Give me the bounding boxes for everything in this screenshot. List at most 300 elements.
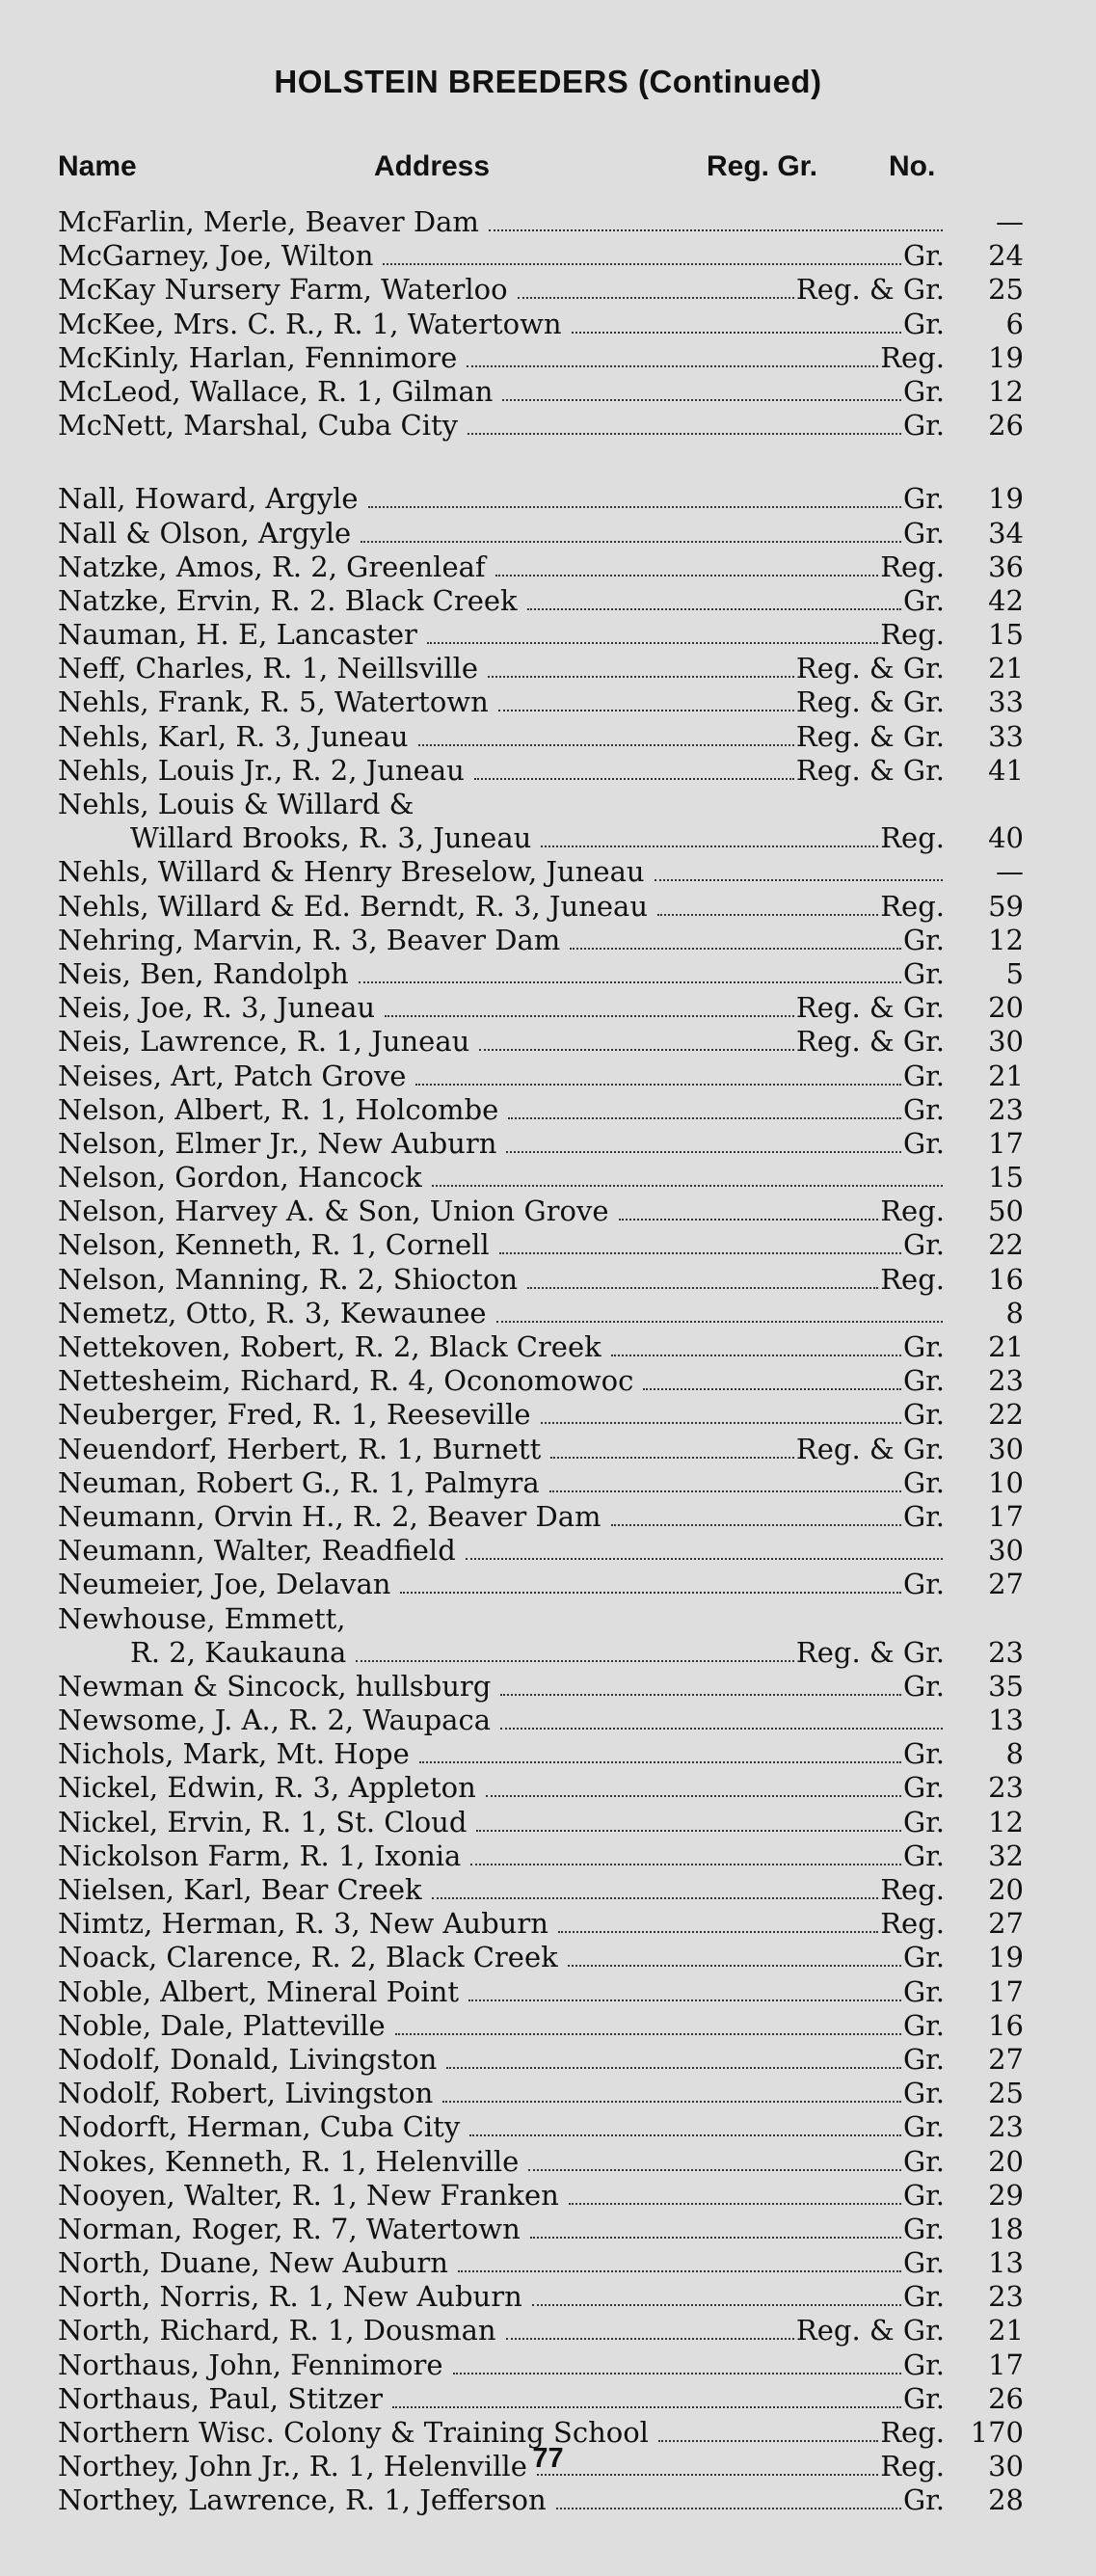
dot-leader: [655, 857, 943, 881]
breeder-name-address: Neuberger, Fred, R. 1, Reeseville: [58, 1398, 531, 1432]
breeder-name-address: Neumeier, Joe, Delavan: [58, 1568, 391, 1601]
registration-status: Gr.: [902, 2246, 945, 2280]
breeder-name-address: McGarney, Joe, Wilton: [58, 239, 374, 273]
herd-count: 6: [1005, 307, 1024, 340]
list-item: [58, 1602, 1024, 1636]
registration-status: Gr.: [902, 2042, 945, 2076]
list-item: [58, 1025, 1024, 1059]
dot-leader: [432, 1875, 879, 1899]
breeder-name-address: Nall, Howard, Argyle: [58, 482, 359, 516]
dot-leader: [469, 2112, 901, 2136]
registration-status: Gr.: [902, 1398, 945, 1432]
herd-count: 27: [988, 2042, 1024, 2076]
dot-leader: [500, 1672, 901, 1696]
entry-name-address: [58, 1025, 945, 1059]
dot-leader: [468, 1977, 901, 2001]
breeder-name-address: Nehls, Frank, R. 5, Watertown: [58, 685, 489, 719]
list-item: [58, 1670, 1024, 1704]
entry-name-address: [58, 2246, 945, 2280]
list-item: [58, 1194, 1024, 1228]
list-item: [58, 2483, 1024, 2517]
dot-leader: [528, 2147, 901, 2171]
entry-name-address: [58, 2077, 945, 2110]
breeder-name-address: Neuendorf, Herbert, R. 1, Burnett: [58, 1432, 542, 1465]
list-item: [58, 550, 1024, 584]
dot-leader: [518, 275, 794, 299]
list-item: [58, 2043, 1024, 2077]
list-item: [58, 2145, 1024, 2179]
registration-status: Reg. & Gr.: [795, 991, 945, 1025]
herd-count: 8: [1005, 1296, 1024, 1329]
breeder-name-address: Nehls, Karl, R. 3, Juneau: [58, 719, 409, 753]
dot-leader: [467, 343, 878, 367]
registration-status: Reg.: [880, 889, 945, 923]
list-item: [58, 1228, 1024, 1262]
list-item-continuation: [58, 1636, 1024, 1670]
dot-leader: [530, 2214, 901, 2239]
entry-name-address: [58, 788, 945, 821]
dot-leader: [479, 1027, 794, 1051]
breeder-name-address: Nauman, H. E, Lancaster: [58, 618, 417, 652]
list-item: [58, 2009, 1024, 2043]
registration-status: Gr.: [902, 1805, 945, 1838]
entry-name-address: [58, 2314, 945, 2348]
herd-count: 26: [988, 409, 1024, 443]
registration-status: Gr.: [902, 2212, 945, 2245]
entry-name-address: [58, 1060, 945, 1093]
registration-status: Gr.: [902, 1364, 945, 1398]
dot-leader: [356, 1638, 794, 1662]
entry-name-address: [58, 1228, 945, 1262]
entry-name-address: [58, 2483, 945, 2517]
entry-name-address: [58, 1398, 945, 1432]
list-item: [58, 2110, 1024, 2144]
entry-name-address: [58, 1975, 945, 2009]
list-item: [58, 409, 1024, 443]
breeder-name-address: Nelson, Gordon, Hancock: [58, 1161, 422, 1194]
dot-leader: [474, 756, 794, 780]
dot-leader: [570, 926, 901, 950]
entry-name-address: [58, 924, 945, 957]
list-item: [58, 1364, 1024, 1398]
registration-status: Gr.: [902, 2110, 945, 2144]
list-item: [58, 1398, 1024, 1432]
breeder-name-address: Nelson, Kenneth, R. 1, Cornell: [58, 1228, 490, 1262]
entry-name-address: [58, 685, 945, 719]
list-item: [58, 1737, 1024, 1771]
column-header-name: Name: [58, 150, 137, 182]
breeder-name-address: Norman, Roger, R. 7, Watertown: [58, 2212, 521, 2245]
list-item: [58, 1127, 1024, 1161]
herd-count: 17: [988, 1974, 1024, 2008]
registration-status: Gr.: [902, 1126, 945, 1160]
breeder-name-address: Nehls, Willard & Henry Breselow, Juneau: [58, 855, 645, 889]
registration-status: Reg. & Gr.: [795, 273, 945, 307]
entry-name-address: [58, 1670, 945, 1704]
herd-count: 27: [988, 1568, 1024, 1601]
breeder-name-address: McLeod, Wallace, R. 1, Gilman: [58, 374, 494, 408]
entry-name-address: [130, 1636, 945, 1670]
list-item: [58, 1433, 1024, 1466]
registration-status: Gr.: [902, 1771, 945, 1805]
breeder-name-address: Northaus, Paul, Stitzer: [58, 2381, 383, 2415]
herd-count: 21: [988, 652, 1024, 685]
herd-count: 30: [988, 1432, 1024, 1465]
registration-status: Reg.: [880, 1873, 945, 1906]
breeder-name-address: Neises, Art, Patch Grove: [58, 1059, 407, 1092]
list-item: [58, 1330, 1024, 1364]
list-item: [58, 1093, 1024, 1127]
entry-name-address: [58, 754, 945, 788]
herd-count: 33: [988, 685, 1024, 719]
list-item: [58, 517, 1024, 550]
herd-count: 21: [988, 1330, 1024, 1363]
registration-status: Reg.: [880, 2450, 945, 2483]
breeder-name-address: Neumann, Walter, Readfield: [58, 1534, 456, 1568]
breeder-name-address: Noble, Albert, Mineral Point: [58, 1974, 460, 2008]
entry-name-address: [58, 1839, 945, 1873]
dot-leader: [541, 1400, 901, 1424]
registration-status: Reg. & Gr.: [795, 719, 945, 753]
herd-count: 17: [988, 2348, 1024, 2381]
herd-count: 15: [988, 618, 1024, 652]
dot-leader: [527, 1265, 878, 1289]
dot-leader: [470, 1841, 901, 1865]
registration-status: Gr.: [902, 1330, 945, 1363]
entry-name-address: [58, 1907, 945, 1941]
breeder-name-address: Natzke, Amos, R. 2, Greenleaf: [58, 550, 486, 583]
breeder-name-address: Neis, Joe, R. 3, Juneau: [58, 991, 376, 1025]
herd-count: 8: [1005, 1737, 1024, 1771]
list-item: [58, 1060, 1024, 1093]
herd-count: 21: [988, 2314, 1024, 2348]
entry-name-address: [58, 517, 945, 550]
registration-status: Reg.: [880, 340, 945, 374]
entry-name-address: [58, 2110, 945, 2144]
entry-name-address: [58, 2382, 945, 2416]
list-item: [58, 482, 1024, 516]
registration-status: Gr.: [902, 1974, 945, 2008]
breeder-name-address: Nodolf, Donald, Livingston: [58, 2042, 438, 2076]
registration-status: Gr.: [902, 2381, 945, 2415]
breeder-name-address: Nokes, Kenneth, R. 1, Helenville: [58, 2144, 520, 2178]
breeder-name-address: Northey, John Jr., R. 1, Helenville: [58, 2450, 527, 2483]
entry-name-address: [58, 720, 945, 754]
breeder-name-address: Nickel, Ervin, R. 1, St. Cloud: [58, 1805, 468, 1838]
dot-leader: [550, 1435, 794, 1459]
dot-leader: [392, 2384, 901, 2408]
list-item: [58, 1771, 1024, 1805]
entry-name-address: [58, 1093, 945, 1127]
herd-count: 23: [988, 1092, 1024, 1126]
entry-name-address: [58, 2145, 945, 2179]
list-item: [58, 1907, 1024, 1941]
herd-count: 29: [988, 2178, 1024, 2212]
registration-status: Reg.: [880, 1262, 945, 1296]
breeder-name-address: Nickolson Farm, R. 1, Ixonia: [58, 1838, 462, 1872]
herd-count: 33: [988, 719, 1024, 753]
registration-status: Gr.: [902, 2077, 945, 2110]
entry-name-address: [58, 1330, 945, 1364]
dot-leader: [500, 1705, 943, 1730]
herd-count: 23: [988, 2110, 1024, 2144]
list-item: [58, 1839, 1024, 1873]
breeder-name-address: Nielsen, Karl, Bear Creek: [58, 1873, 422, 1906]
breeder-name-address: Nodolf, Robert, Livingston: [58, 2077, 434, 2110]
entry-name-address: [58, 273, 945, 307]
herd-count: 36: [988, 550, 1024, 583]
breeder-name-address: Neis, Ben, Randolph: [58, 956, 349, 990]
herd-count: 10: [988, 1465, 1024, 1499]
registration-status: Gr.: [902, 1465, 945, 1499]
breeder-name-address: Neumann, Orvin H., R. 2, Beaver Dam: [58, 1499, 601, 1533]
entry-name-address: [58, 341, 945, 375]
entry-name-address: [58, 1297, 945, 1330]
entry-name-address: [58, 1466, 945, 1500]
list-item: [58, 584, 1024, 618]
list-item: [58, 1806, 1024, 1839]
dot-leader: [395, 2011, 901, 2035]
herd-count: 13: [988, 1704, 1024, 1737]
dot-leader: [611, 1502, 901, 1526]
registration-status: Reg. & Gr.: [795, 652, 945, 685]
entry-name-address: [58, 1127, 945, 1161]
dot-leader: [415, 1061, 901, 1086]
herd-count: 20: [988, 1873, 1024, 1906]
dot-leader: [506, 2316, 794, 2340]
list-item: [58, 1297, 1024, 1330]
breeder-name-address: McKee, Mrs. C. R., R. 1, Watertown: [58, 307, 562, 340]
dot-leader: [359, 959, 901, 983]
column-header-reg-gr: Reg. Gr.: [707, 150, 818, 182]
entry-name-address: [58, 375, 945, 409]
herd-count: 22: [988, 1398, 1024, 1432]
entry-name-address: [130, 821, 945, 855]
dot-leader: [496, 1299, 943, 1323]
breeder-name-address: McKinly, Harlan, Fennimore: [58, 340, 458, 374]
column-header-no: No.: [889, 150, 936, 182]
registration-status: Gr.: [902, 1941, 945, 1974]
list-item: [58, 890, 1024, 924]
dot-leader: [489, 207, 943, 231]
entry-name-address: [58, 205, 945, 239]
dot-leader: [532, 2282, 901, 2306]
herd-count: 19: [988, 340, 1024, 374]
herd-count: 23: [988, 1771, 1024, 1805]
entry-name-address: [58, 2348, 945, 2382]
dot-leader: [442, 2079, 901, 2103]
breeder-name-address: Nehring, Marvin, R. 3, Beaver Dam: [58, 923, 561, 956]
registration-status: Reg. & Gr.: [795, 753, 945, 787]
entry-name-address: [58, 1568, 945, 1601]
entry-name-address: [58, 584, 945, 618]
breeder-name-address: Nehls, Willard & Ed. Berndt, R. 3, Juneau: [58, 889, 649, 923]
breeder-name-address: R. 2, Kaukauna: [130, 1635, 347, 1669]
registration-status: Reg. & Gr.: [795, 1025, 945, 1059]
herd-count: 18: [988, 2212, 1024, 2245]
section-spacer: [58, 443, 1024, 482]
entry-name-address: [58, 2213, 945, 2246]
dot-leader: [556, 2485, 901, 2509]
breeder-name-address: Nooyen, Walter, R. 1, New Franken: [58, 2178, 559, 2212]
registration-status: Gr.: [902, 1568, 945, 1601]
herd-count: 24: [988, 239, 1024, 273]
list-item: [58, 1161, 1024, 1194]
dot-leader: [572, 309, 901, 334]
entry-name-address: [58, 1161, 945, 1194]
entry-name-address: [58, 1806, 945, 1839]
entry-name-address: [58, 409, 945, 443]
list-item: [58, 308, 1024, 341]
herd-count: 20: [988, 2144, 1024, 2178]
list-item: [58, 2246, 1024, 2280]
entry-name-address: [58, 1602, 945, 1636]
breeder-name-address: Noble, Dale, Platteville: [58, 2008, 386, 2042]
registration-status: Gr.: [902, 1059, 945, 1092]
registration-status: Gr.: [902, 2348, 945, 2381]
breeder-name-address: North, Norris, R. 1, New Auburn: [58, 2280, 522, 2314]
registration-status: Reg.: [880, 2416, 945, 2449]
registration-status: Gr.: [902, 482, 945, 516]
registration-status: Gr.: [902, 1228, 945, 1262]
entry-name-address: [58, 652, 945, 685]
registration-status: Gr.: [902, 374, 945, 408]
breeder-name-address: Nelson, Elmer Jr., New Auburn: [58, 1126, 497, 1160]
entry-name-address: [58, 1263, 945, 1297]
registration-status: Reg. & Gr.: [795, 1635, 945, 1669]
breeder-name-address: McKay Nursery Farm, Waterloo: [58, 273, 508, 307]
entry-name-address: [58, 1737, 945, 1771]
list-item: [58, 341, 1024, 375]
registration-status: Gr.: [902, 1092, 945, 1126]
registration-status: Gr.: [902, 583, 945, 617]
entry-name-address: [58, 1704, 945, 1737]
breeder-name-address: Nimtz, Herman, R. 3, New Auburn: [58, 1907, 548, 1941]
list-item: [58, 1975, 1024, 2009]
breeder-name-address: Nettesheim, Richard, R. 4, Oconomowoc: [58, 1364, 634, 1398]
list-item: [58, 205, 1024, 239]
column-header-address: Address: [374, 150, 491, 182]
list-item: [58, 2314, 1024, 2348]
list-item: [58, 2077, 1024, 2110]
breeder-name-address: Northey, Lawrence, R. 1, Jefferson: [58, 2483, 547, 2517]
list-item: [58, 239, 1024, 273]
herd-count: 17: [988, 1126, 1024, 1160]
dot-leader: [502, 377, 901, 401]
dot-leader: [486, 1773, 901, 1797]
herd-count: 40: [988, 821, 1024, 855]
list-item: [58, 720, 1024, 754]
entry-name-address: [58, 1941, 945, 1974]
breeder-name-address: Nall & Olson, Argyle: [58, 516, 352, 550]
dot-leader: [657, 892, 878, 916]
breeder-list: [58, 205, 1024, 2518]
herd-count: 41: [988, 753, 1024, 787]
entry-name-address: [58, 1194, 945, 1228]
list-item: [58, 2280, 1024, 2314]
breeder-name-address: Newman & Sincock, hullsburg: [58, 1669, 492, 1703]
dot-leader: [418, 722, 794, 746]
registration-status: Gr.: [902, 307, 945, 340]
breeder-name-address: Neis, Lawrence, R. 1, Juneau: [58, 1025, 470, 1059]
entry-name-address: [58, 1771, 945, 1805]
dot-leader: [643, 1366, 901, 1390]
page-number: 77: [532, 2443, 564, 2474]
herd-count: 30: [988, 1025, 1024, 1059]
herd-count: 170: [970, 2416, 1024, 2449]
breeder-name-address: Northern Wisc. Colony & Training School: [58, 2416, 649, 2449]
registration-status: Gr.: [902, 1669, 945, 1703]
breeder-name-address: Nelson, Manning, R. 2, Shiocton: [58, 1262, 519, 1296]
dot-leader: [368, 484, 901, 508]
list-item: [58, 375, 1024, 409]
list-item: [58, 924, 1024, 957]
breeder-name-address: Nemetz, Otto, R. 3, Kewaunee: [58, 1296, 487, 1329]
herd-count: 22: [988, 1228, 1024, 1262]
list-item-continuation: [58, 821, 1024, 855]
registration-status: Gr.: [902, 239, 945, 273]
registration-status: Gr.: [902, 2280, 945, 2314]
registration-status: Reg.: [880, 1194, 945, 1228]
list-item: [58, 1263, 1024, 1297]
breeder-name-address: Northaus, John, Fennimore: [58, 2348, 443, 2381]
registration-status: Reg.: [880, 618, 945, 652]
entry-name-address: [58, 855, 945, 889]
dot-leader: [432, 1163, 943, 1187]
herd-count: 28: [988, 2483, 1024, 2517]
herd-count: 21: [988, 1059, 1024, 1092]
herd-count: 15: [988, 1161, 1024, 1194]
herd-count: —: [996, 855, 1024, 889]
dot-leader: [499, 1230, 901, 1254]
entry-name-address: [58, 482, 945, 516]
herd-count: 25: [988, 2077, 1024, 2110]
entry-name-address: [58, 1364, 945, 1398]
dot-leader: [468, 411, 901, 435]
dot-leader: [611, 1332, 901, 1356]
registration-status: Gr.: [902, 923, 945, 956]
dot-leader: [541, 823, 878, 847]
entry-name-address: [58, 2280, 945, 2314]
list-item: [58, 855, 1024, 889]
entry-name-address: [58, 1500, 945, 1534]
dot-leader: [506, 1129, 901, 1153]
dot-leader: [383, 241, 901, 265]
list-item: [58, 1568, 1024, 1601]
list-item: [58, 618, 1024, 652]
dot-leader: [527, 586, 901, 610]
breeder-name-address: McNett, Marshal, Cuba City: [58, 409, 459, 443]
breeder-name-address: North, Duane, New Auburn: [58, 2246, 448, 2280]
breeder-name-address: Nettekoven, Robert, R. 2, Black Creek: [58, 1330, 601, 1363]
registration-status: Reg. & Gr.: [795, 1432, 945, 1465]
herd-count: 27: [988, 1907, 1024, 1941]
list-item: [58, 1873, 1024, 1907]
herd-count: 32: [988, 1838, 1024, 1872]
herd-count: 20: [988, 991, 1024, 1025]
herd-count: 19: [988, 1941, 1024, 1974]
breeder-name-address: Noack, Clarence, R. 2, Black Creek: [58, 1941, 558, 1974]
dot-leader: [549, 1468, 901, 1492]
dot-leader: [361, 519, 901, 543]
dot-leader: [400, 1570, 901, 1594]
dot-leader: [658, 2418, 878, 2442]
breeder-name-address: Nehls, Louis Jr., R. 2, Juneau: [58, 753, 465, 787]
list-item: [58, 273, 1024, 307]
herd-count: 12: [988, 923, 1024, 956]
dot-leader: [488, 654, 794, 678]
entry-name-address: [58, 2179, 945, 2213]
